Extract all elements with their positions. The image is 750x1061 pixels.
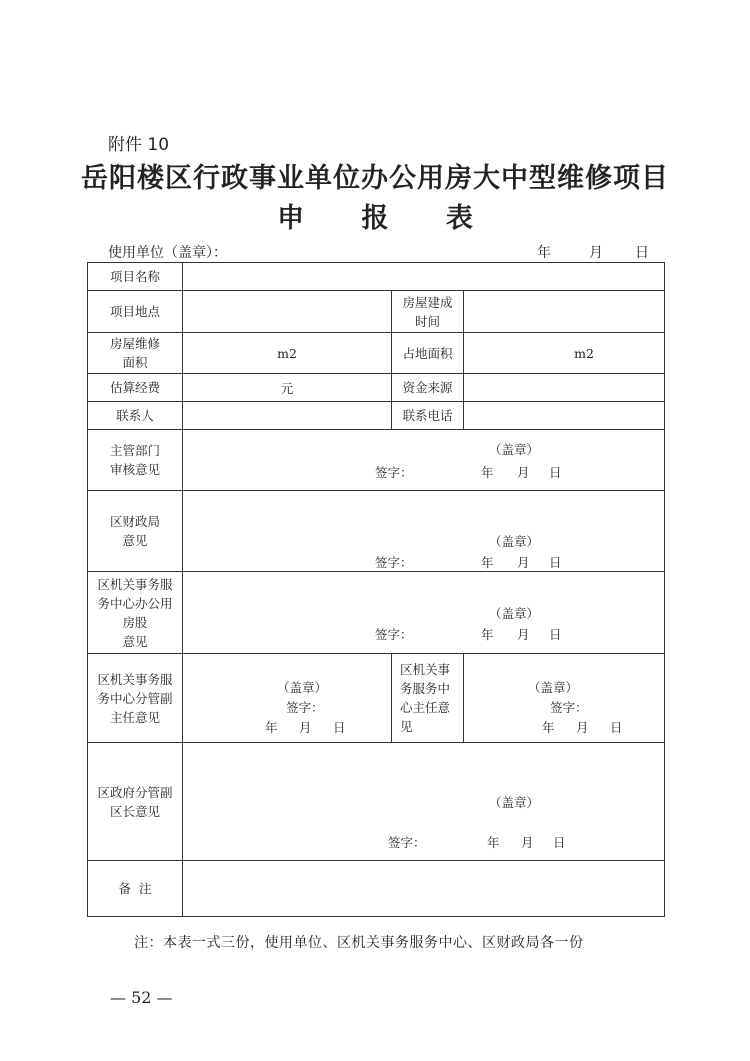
- director-label-line1: 区机关事: [400, 662, 451, 677]
- deputy-label-line3: 主任意见: [109, 709, 160, 725]
- row-gov-review: [88, 743, 665, 861]
- contact-field[interactable]: [183, 402, 392, 430]
- year-text: 年: [487, 835, 500, 850]
- year-text: 年: [265, 720, 278, 735]
- sign-text: 签字：: [375, 627, 413, 642]
- row-deputy-director: [88, 654, 665, 743]
- land-area-unit: m2: [574, 345, 594, 361]
- remarks-label: 备 注: [88, 861, 183, 917]
- gov-review-label: [88, 743, 183, 861]
- date-year: 年: [537, 245, 551, 261]
- month-text: 月: [521, 835, 534, 850]
- repair-area-label-line2: 面积: [122, 355, 148, 370]
- dept-review-label-line2: 审核意见: [109, 462, 160, 477]
- day-text: 日: [553, 835, 566, 850]
- seal-text: （盖章）: [528, 680, 579, 695]
- remarks-field[interactable]: [183, 861, 665, 917]
- sign-text: 签字：: [375, 465, 413, 480]
- date-day: 日: [635, 245, 649, 261]
- dept-review-label-line1: 主管部门: [109, 443, 160, 458]
- repair-area-label: [88, 333, 183, 374]
- month-text: 月: [517, 555, 530, 570]
- director-field[interactable]: [464, 654, 665, 743]
- row-dept-review: [88, 430, 665, 491]
- seal-text: （盖章）: [489, 795, 540, 810]
- sign-text: 签字：: [286, 700, 324, 715]
- fund-source-field[interactable]: [464, 374, 665, 402]
- month-text: 月: [517, 627, 530, 642]
- office-label-line1: 区机关事务服: [97, 576, 173, 592]
- row-project-name: [88, 263, 665, 291]
- seal-text: （盖章）: [489, 606, 540, 621]
- page-subtitle: 申 报 表: [277, 203, 497, 234]
- land-area-label: 占地面积: [392, 333, 464, 374]
- deputy-director-field[interactable]: [183, 654, 392, 743]
- office-section-label: [88, 572, 183, 654]
- office-label-line4: 意见: [122, 633, 148, 649]
- project-name-field[interactable]: [183, 263, 665, 291]
- row-contact: [88, 402, 665, 430]
- deputy-label-line2: 务中心分管副: [97, 690, 173, 706]
- office-label-line2: 务中心办公用: [97, 595, 173, 611]
- row-finance: [88, 491, 665, 572]
- cost-unit: 元: [280, 380, 294, 396]
- build-time-label: [392, 291, 464, 333]
- finance-field[interactable]: [183, 491, 665, 572]
- dept-review-label: [88, 430, 183, 491]
- phone-label: 联系电话: [392, 402, 464, 430]
- build-time-label-line2: 时间: [414, 313, 440, 329]
- day-text: 日: [549, 465, 562, 480]
- finance-label: [88, 491, 183, 572]
- sign-text: 签字：: [550, 700, 588, 715]
- unit-label: 使用单位（盖章）：: [108, 245, 227, 261]
- finance-label-line2: 意见: [122, 533, 148, 548]
- row-cost: [88, 374, 665, 402]
- gov-review-field[interactable]: [183, 743, 665, 861]
- cost-field[interactable]: [183, 374, 392, 402]
- month-text: 月: [517, 465, 530, 480]
- row-office-section: [88, 572, 665, 654]
- year-text: 年: [481, 555, 494, 570]
- project-name-label: 项目名称: [88, 263, 183, 291]
- row-remarks: [88, 861, 665, 917]
- month-text: 月: [576, 720, 589, 735]
- seal-text: （盖章）: [489, 442, 540, 457]
- deputy-director-label: [88, 654, 183, 743]
- build-time-field[interactable]: [464, 291, 665, 333]
- dept-review-field[interactable]: [183, 430, 665, 491]
- footnote: 注：本表一式三份，使用单位、区机关事务服务中心、区财政局各一份: [134, 935, 584, 951]
- cost-label: 估算经费: [88, 374, 183, 402]
- row-repair-area: [88, 333, 665, 374]
- day-text: 日: [333, 720, 346, 735]
- contact-label: 联系人: [88, 402, 183, 430]
- gov-label-line2: 区长意见: [109, 803, 160, 819]
- land-area-field[interactable]: [464, 333, 665, 374]
- project-location-field[interactable]: [183, 291, 392, 333]
- attachment-label: 附件 10: [108, 135, 170, 155]
- page-title: 岳阳楼区行政事业单位办公用房大中型维修项目: [81, 163, 669, 194]
- day-text: 日: [549, 627, 562, 642]
- office-label-line3: 房股: [122, 614, 148, 630]
- year-text: 年: [481, 627, 494, 642]
- repair-area-label-line1: 房屋维修: [109, 336, 160, 351]
- sign-text: 签字：: [388, 835, 426, 850]
- director-label-line4: 见: [400, 719, 413, 734]
- month-text: 月: [299, 720, 312, 735]
- day-text: 日: [610, 720, 623, 735]
- phone-field[interactable]: [464, 402, 665, 430]
- director-label: [392, 654, 464, 743]
- year-text: 年: [481, 465, 494, 480]
- page-number: — 52 —: [110, 988, 173, 1007]
- director-label-line2: 务服务中: [400, 681, 451, 696]
- build-time-label-line1: 房屋建成: [402, 294, 453, 310]
- sign-text: 签字：: [375, 555, 413, 570]
- project-location-label: 项目地点: [88, 291, 183, 333]
- day-text: 日: [549, 555, 562, 570]
- fund-source-label: 资金来源: [392, 374, 464, 402]
- repair-area-unit: m2: [277, 345, 297, 361]
- seal-text: （盖章）: [277, 680, 328, 695]
- seal-text: （盖章）: [489, 534, 540, 549]
- director-label-line3: 心主任意: [400, 700, 451, 715]
- header-date: [537, 242, 649, 262]
- repair-area-field[interactable]: [183, 333, 392, 374]
- application-form-table: [87, 262, 665, 917]
- office-section-field[interactable]: [183, 572, 665, 654]
- date-month: 月: [589, 245, 603, 261]
- row-project-location: [88, 291, 665, 333]
- deputy-label-line1: 区机关事务服: [97, 671, 173, 687]
- gov-label-line1: 区政府分管副: [97, 784, 173, 800]
- finance-label-line1: 区财政局: [109, 514, 160, 529]
- year-text: 年: [542, 720, 555, 735]
